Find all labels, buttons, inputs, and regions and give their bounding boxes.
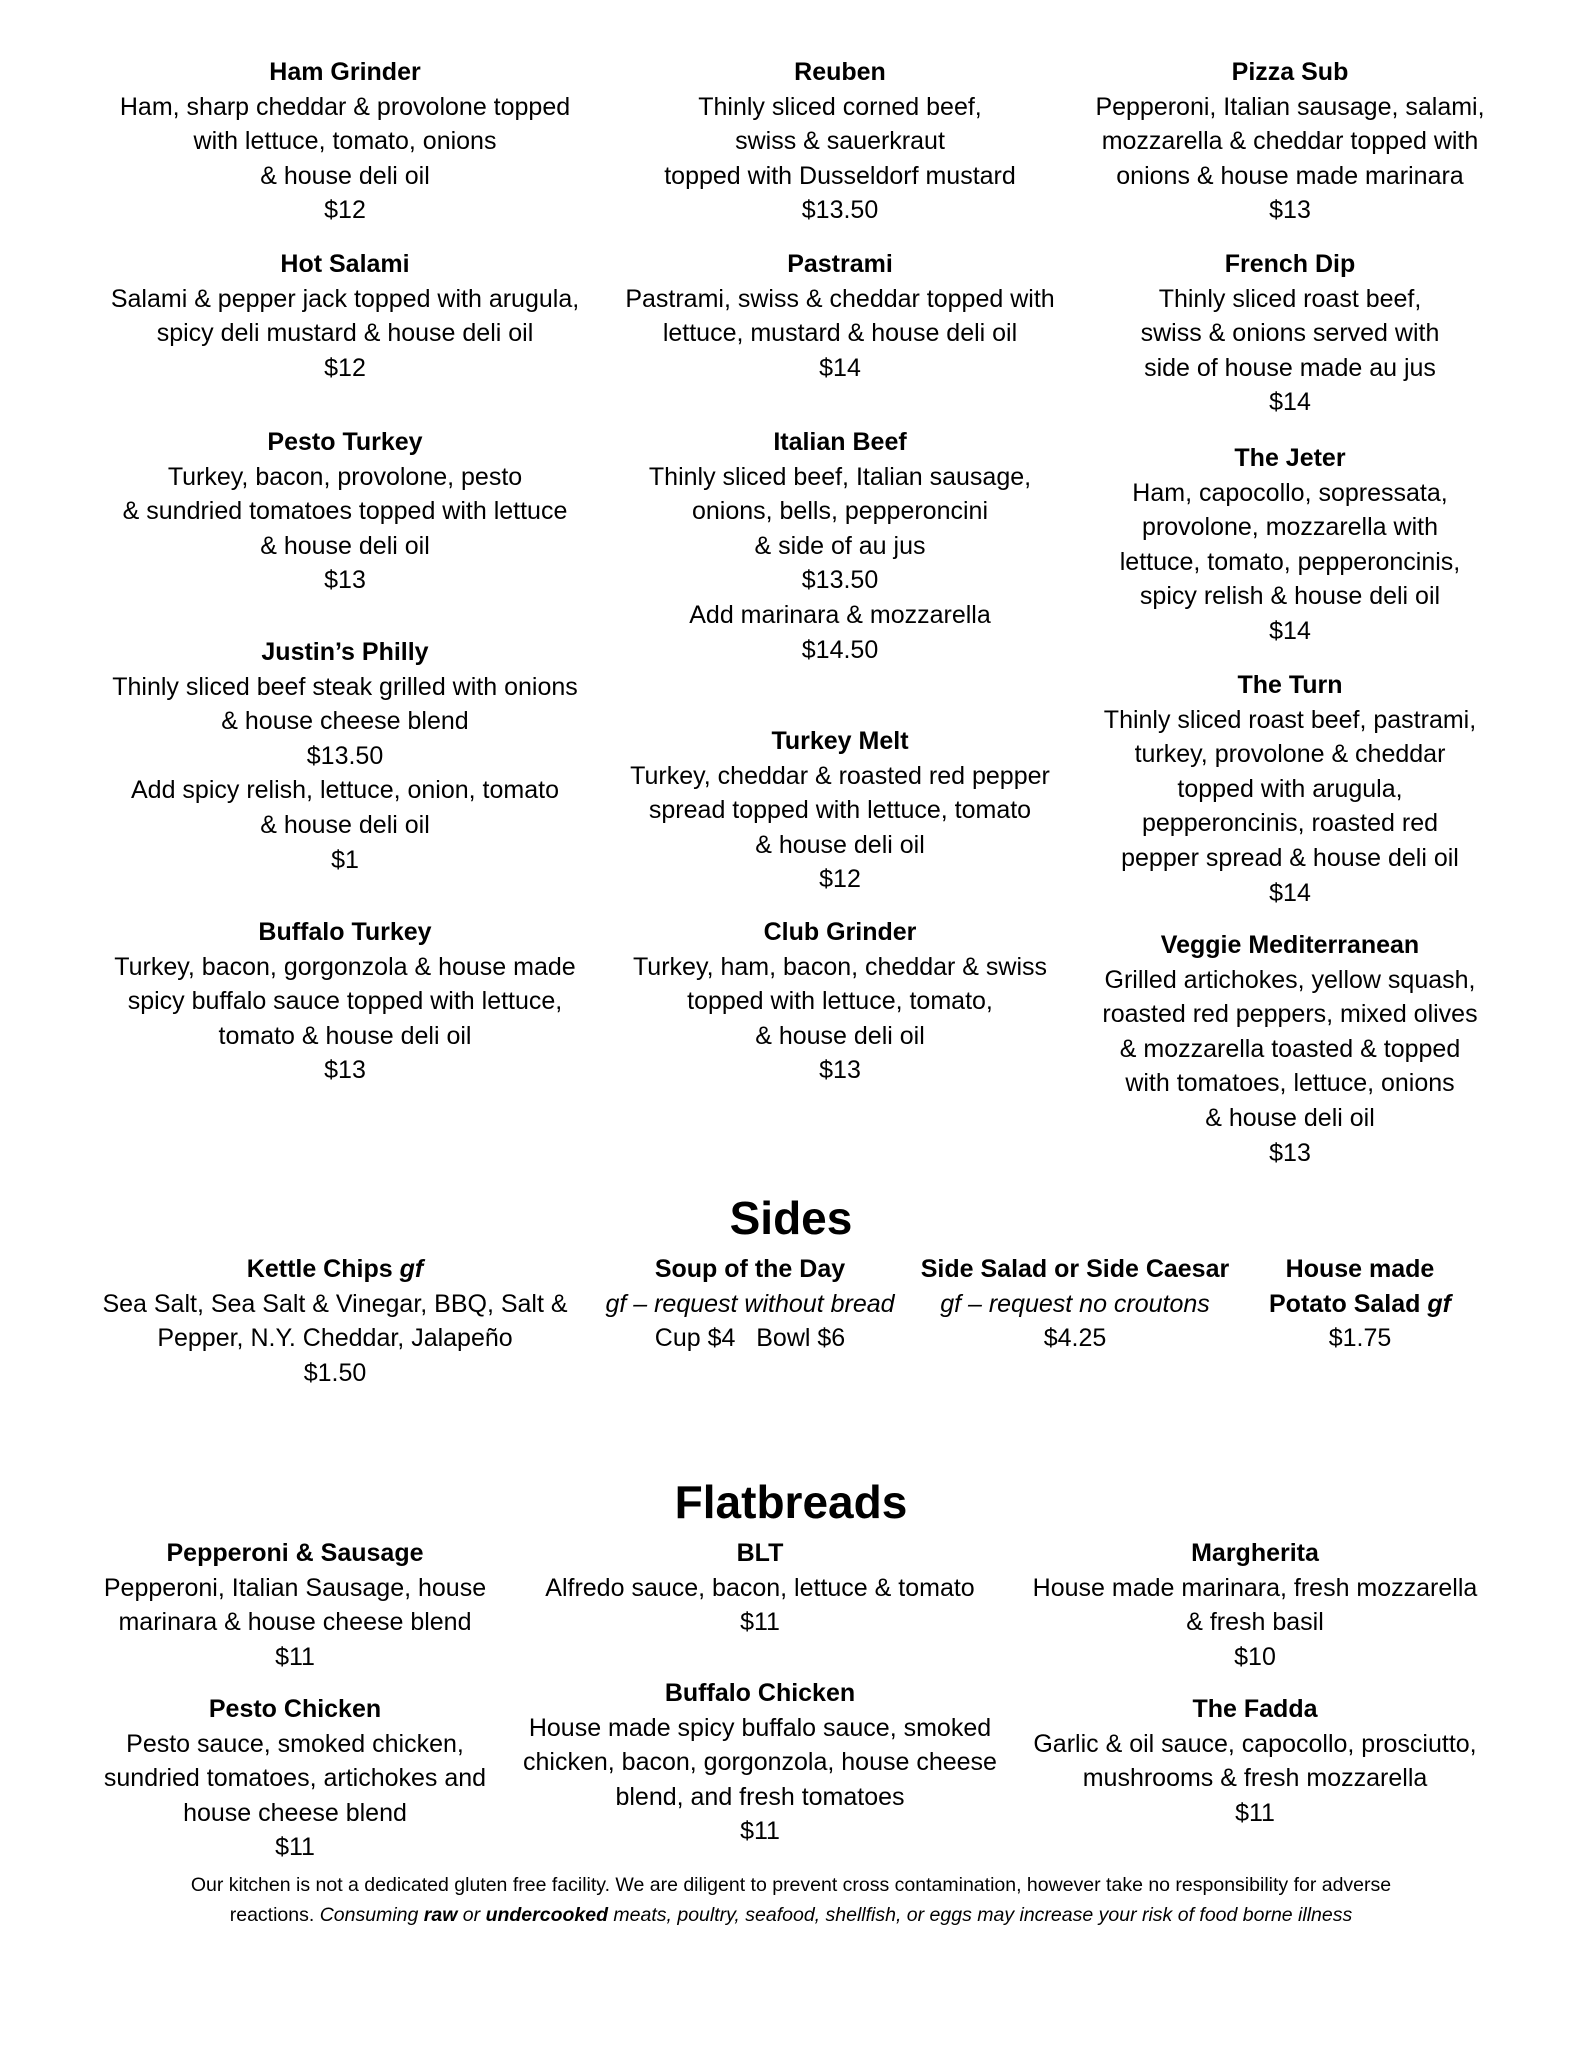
item-description: Thinly sliced beef steak grilled with onions [112, 672, 578, 701]
disclaimer-italic: or [457, 1904, 486, 1926]
item-name: Pesto Turkey [267, 428, 423, 456]
item-description: pepperoncinis, roasted red [1141, 809, 1439, 838]
item-price: $13 [1269, 196, 1311, 225]
menu-item-turkey-melt [590, 724, 1090, 897]
item-name: BLT [736, 1539, 784, 1567]
item-name: Buffalo Turkey [258, 918, 432, 946]
item-description: house cheese blend [183, 1798, 407, 1827]
item-description: & house cheese blend [221, 707, 469, 736]
disclaimer-bold: raw [423, 1904, 458, 1926]
flatbread-item-margherita [1010, 1536, 1500, 1674]
flatbread-item-blt [510, 1536, 1010, 1640]
item-name: Pizza Sub [1231, 58, 1349, 86]
item-description: Turkey, cheddar & roasted red pepper [630, 761, 1050, 790]
item-description: mozzarella & cheddar topped with [1101, 127, 1479, 156]
item-description: swiss & onions served with [1140, 319, 1440, 348]
item-name: Reuben [794, 58, 886, 86]
item-name: Side Salad or Side Caesar [920, 1255, 1230, 1283]
item-price: $14 [1269, 388, 1311, 417]
item-description: Turkey, ham, bacon, cheddar & swiss [632, 952, 1048, 981]
flatbread-item-pepperoni-sausage [80, 1536, 510, 1674]
item-description: mushrooms & fresh mozzarella [1082, 1764, 1428, 1793]
item-description: & mozzarella toasted & topped [1119, 1034, 1461, 1063]
item-addon-price: $1 [331, 845, 359, 874]
item-description: Thinly sliced corned beef, [698, 92, 982, 121]
menu-item-pizza-sub [1080, 55, 1500, 228]
item-price: $10 [1234, 1642, 1276, 1671]
item-description: & house deli oil [755, 830, 925, 859]
menu-item-justins-philly [80, 635, 610, 877]
item-description: with tomatoes, lettuce, onions [1125, 1069, 1455, 1098]
item-description: spicy relish & house deli oil [1139, 582, 1441, 611]
item-description: lettuce, tomato, pepperoncinis, [1119, 547, 1461, 576]
item-description: blend, and fresh tomatoes [615, 1782, 905, 1811]
item-description: spread topped with lettuce, tomato [648, 796, 1032, 825]
menu-item-club-grinder [590, 915, 1090, 1088]
item-description: Turkey, bacon, gorgonzola & house made [114, 952, 576, 981]
allergen-disclaimer [0, 1870, 1582, 1930]
item-name: Soup of the Day [654, 1255, 846, 1283]
item-description: Pesto sauce, smoked chicken, [126, 1729, 464, 1758]
item-description: topped with Dusseldorf mustard [664, 161, 1016, 190]
item-name: Pesto Chicken [208, 1695, 382, 1723]
menu-item-the-turn [1080, 668, 1500, 910]
item-description: Turkey, bacon, provolone, pesto [167, 462, 523, 491]
item-price: $13.50 [801, 566, 879, 595]
gluten-free-tag: gf [399, 1255, 424, 1283]
disclaimer-line: Our kitchen is not a dedicated gluten free facility. We are diligent to prevent cross contamination, however take no responsibility for adverse [190, 1874, 1392, 1896]
item-name: Pastrami [787, 250, 893, 278]
sides-heading: Sides [729, 1192, 853, 1244]
item-price: $1.50 [303, 1358, 367, 1387]
item-description: sundried tomatoes, artichokes and [103, 1764, 487, 1793]
item-price: $13 [324, 566, 366, 595]
item-price: $12 [324, 196, 366, 225]
item-description: Pepperoni, Italian sausage, salami, [1095, 92, 1485, 121]
item-description: Grilled artichokes, yellow squash, [1104, 965, 1476, 994]
item-description: Garlic & oil sauce, capocollo, prosciutto, [1033, 1729, 1477, 1758]
item-description: & sundried tomatoes topped with lettuce [122, 497, 568, 526]
item-description: House made spicy buffalo sauce, smoked [528, 1713, 992, 1742]
flatbread-item-the-fadda [1010, 1692, 1500, 1830]
item-price: $12 [324, 353, 366, 382]
item-description: topped with lettuce, tomato, [687, 987, 993, 1016]
item-description: Sea Salt, Sea Salt & Vinegar, BBQ, Salt & [102, 1289, 568, 1318]
menu-item-pastrami [590, 247, 1090, 385]
item-description: Alfredo sauce, bacon, lettuce & tomato [545, 1573, 975, 1602]
item-name: House made [1285, 1255, 1435, 1283]
item-description: onions & house made marinara [1116, 161, 1464, 190]
item-description: lettuce, mustard & house deli oil [662, 319, 1018, 348]
item-name: Pepperoni & Sausage [166, 1539, 424, 1567]
item-price: $12 [819, 865, 861, 894]
item-price: $14 [819, 353, 861, 382]
item-description: Ham, sharp cheddar & provolone topped [119, 92, 571, 121]
disclaimer-bold: undercooked [485, 1904, 608, 1926]
menu-item-reuben [590, 55, 1090, 228]
menu-item-hot-salami [80, 247, 610, 385]
item-description: topped with arugula, [1177, 774, 1403, 803]
item-name: The Jeter [1234, 444, 1346, 472]
item-description: provolone, mozzarella with [1142, 513, 1438, 542]
disclaimer-text: reactions. [229, 1904, 320, 1926]
item-addon: Add spicy relish, lettuce, onion, tomato [130, 776, 559, 805]
item-addon-price: $14.50 [801, 635, 879, 664]
menu-item-the-jeter [1080, 441, 1500, 649]
item-price: $1.75 [1328, 1324, 1392, 1353]
item-name: Margherita [1191, 1539, 1319, 1567]
item-name: Hot Salami [280, 250, 410, 278]
item-description: & side of au jus [754, 531, 926, 560]
item-price: $13.50 [801, 196, 879, 225]
item-description: roasted red peppers, mixed olives [1102, 1000, 1478, 1029]
item-name: Justin’s Philly [261, 638, 429, 666]
item-description: House made marinara, fresh mozzarella [1032, 1573, 1478, 1602]
item-price: Cup $4 Bowl $6 [654, 1324, 846, 1353]
item-description: & house deli oil [755, 1021, 925, 1050]
item-name: The Fadda [1192, 1695, 1318, 1723]
item-description: Thinly sliced roast beef, pastrami, [1103, 705, 1477, 734]
item-description: spicy buffalo sauce topped with lettuce, [127, 987, 563, 1016]
side-item-potato-salad [1230, 1252, 1490, 1356]
item-price: $11 [275, 1833, 315, 1862]
item-description: marinara & house cheese blend [118, 1608, 472, 1637]
item-description: turkey, provolone & cheddar [1134, 740, 1446, 769]
item-description: Pastrami, swiss & cheddar topped with [625, 284, 1055, 313]
item-name: French Dip [1224, 250, 1356, 278]
item-description: side of house made au jus [1144, 353, 1436, 382]
item-price: $11 [275, 1642, 315, 1671]
menu-item-french-dip [1080, 247, 1500, 420]
flatbreads-heading: Flatbreads [674, 1476, 908, 1528]
menu-item-pesto-turkey [80, 425, 610, 598]
menu-item-ham-grinder [80, 55, 610, 228]
item-price: $14 [1269, 616, 1311, 645]
item-name: Veggie Mediterranean [1160, 931, 1420, 959]
item-description: Ham, capocollo, sopressata, [1132, 478, 1448, 507]
side-item-side-salad [910, 1252, 1240, 1356]
item-description: Thinly sliced beef, Italian sausage, [648, 462, 1032, 491]
item-price: $11 [740, 1608, 780, 1637]
item-price: $13 [819, 1056, 861, 1085]
gluten-free-tag: gf [1427, 1289, 1451, 1318]
item-price: $13 [324, 1056, 366, 1085]
item-note: gf – request without bread [605, 1289, 895, 1318]
item-price: $4.25 [1043, 1324, 1107, 1353]
item-price: $13 [1269, 1138, 1311, 1167]
disclaimer-italic: Consuming [319, 1904, 424, 1926]
item-description: & house deli oil [1205, 1103, 1375, 1132]
item-price: $14 [1269, 878, 1311, 907]
item-name: Kettle Chips [246, 1255, 393, 1283]
item-description: onions, bells, pepperoncini [691, 497, 989, 526]
item-description: spicy deli mustard & house deli oil [156, 319, 534, 348]
item-description: Thinly sliced roast beef, [1158, 284, 1422, 313]
item-name-continued: Potato Salad [1269, 1289, 1421, 1318]
item-name: Buffalo Chicken [664, 1679, 856, 1707]
disclaimer-line [0, 1900, 1582, 1930]
item-name: Italian Beef [773, 428, 907, 456]
item-addon: & house deli oil [260, 810, 430, 839]
disclaimer-italic: meats, poultry, seafood, shellfish, or eggs may increase your risk of food borne illness [608, 1904, 1353, 1926]
item-price: $13.50 [306, 741, 384, 770]
item-name: Club Grinder [763, 918, 917, 946]
item-name: Ham Grinder [269, 58, 421, 86]
item-name: Turkey Melt [771, 727, 909, 755]
item-description: & fresh basil [1186, 1608, 1324, 1637]
side-item-soup-of-the-day [580, 1252, 920, 1356]
side-item-kettle-chips [70, 1252, 600, 1390]
item-note: gf – request no croutons [940, 1289, 1210, 1318]
item-addon: Add marinara & mozzarella [689, 600, 991, 629]
item-description: Pepper, N.Y. Cheddar, Jalapeño [157, 1324, 513, 1353]
menu-item-italian-beef [590, 425, 1090, 667]
item-description: & house deli oil [260, 531, 430, 560]
item-price: $11 [740, 1817, 780, 1846]
item-description: tomato & house deli oil [218, 1021, 472, 1050]
item-price: $11 [1235, 1798, 1275, 1827]
flatbread-item-pesto-chicken [80, 1692, 510, 1865]
item-description: Salami & pepper jack topped with arugula, [110, 284, 580, 313]
menu-item-veggie-mediterranean [1080, 928, 1500, 1170]
item-description: pepper spread & house deli oil [1121, 843, 1459, 872]
item-description: swiss & sauerkraut [735, 127, 945, 156]
item-description: chicken, bacon, gorgonzola, house cheese [523, 1748, 997, 1777]
item-description: & house deli oil [260, 161, 430, 190]
item-description: Pepperoni, Italian Sausage, house [103, 1573, 487, 1602]
item-description: with lettuce, tomato, onions [193, 127, 497, 156]
item-name: The Turn [1237, 671, 1343, 699]
flatbread-item-buffalo-chicken [510, 1676, 1010, 1849]
menu-item-buffalo-turkey [80, 915, 610, 1088]
